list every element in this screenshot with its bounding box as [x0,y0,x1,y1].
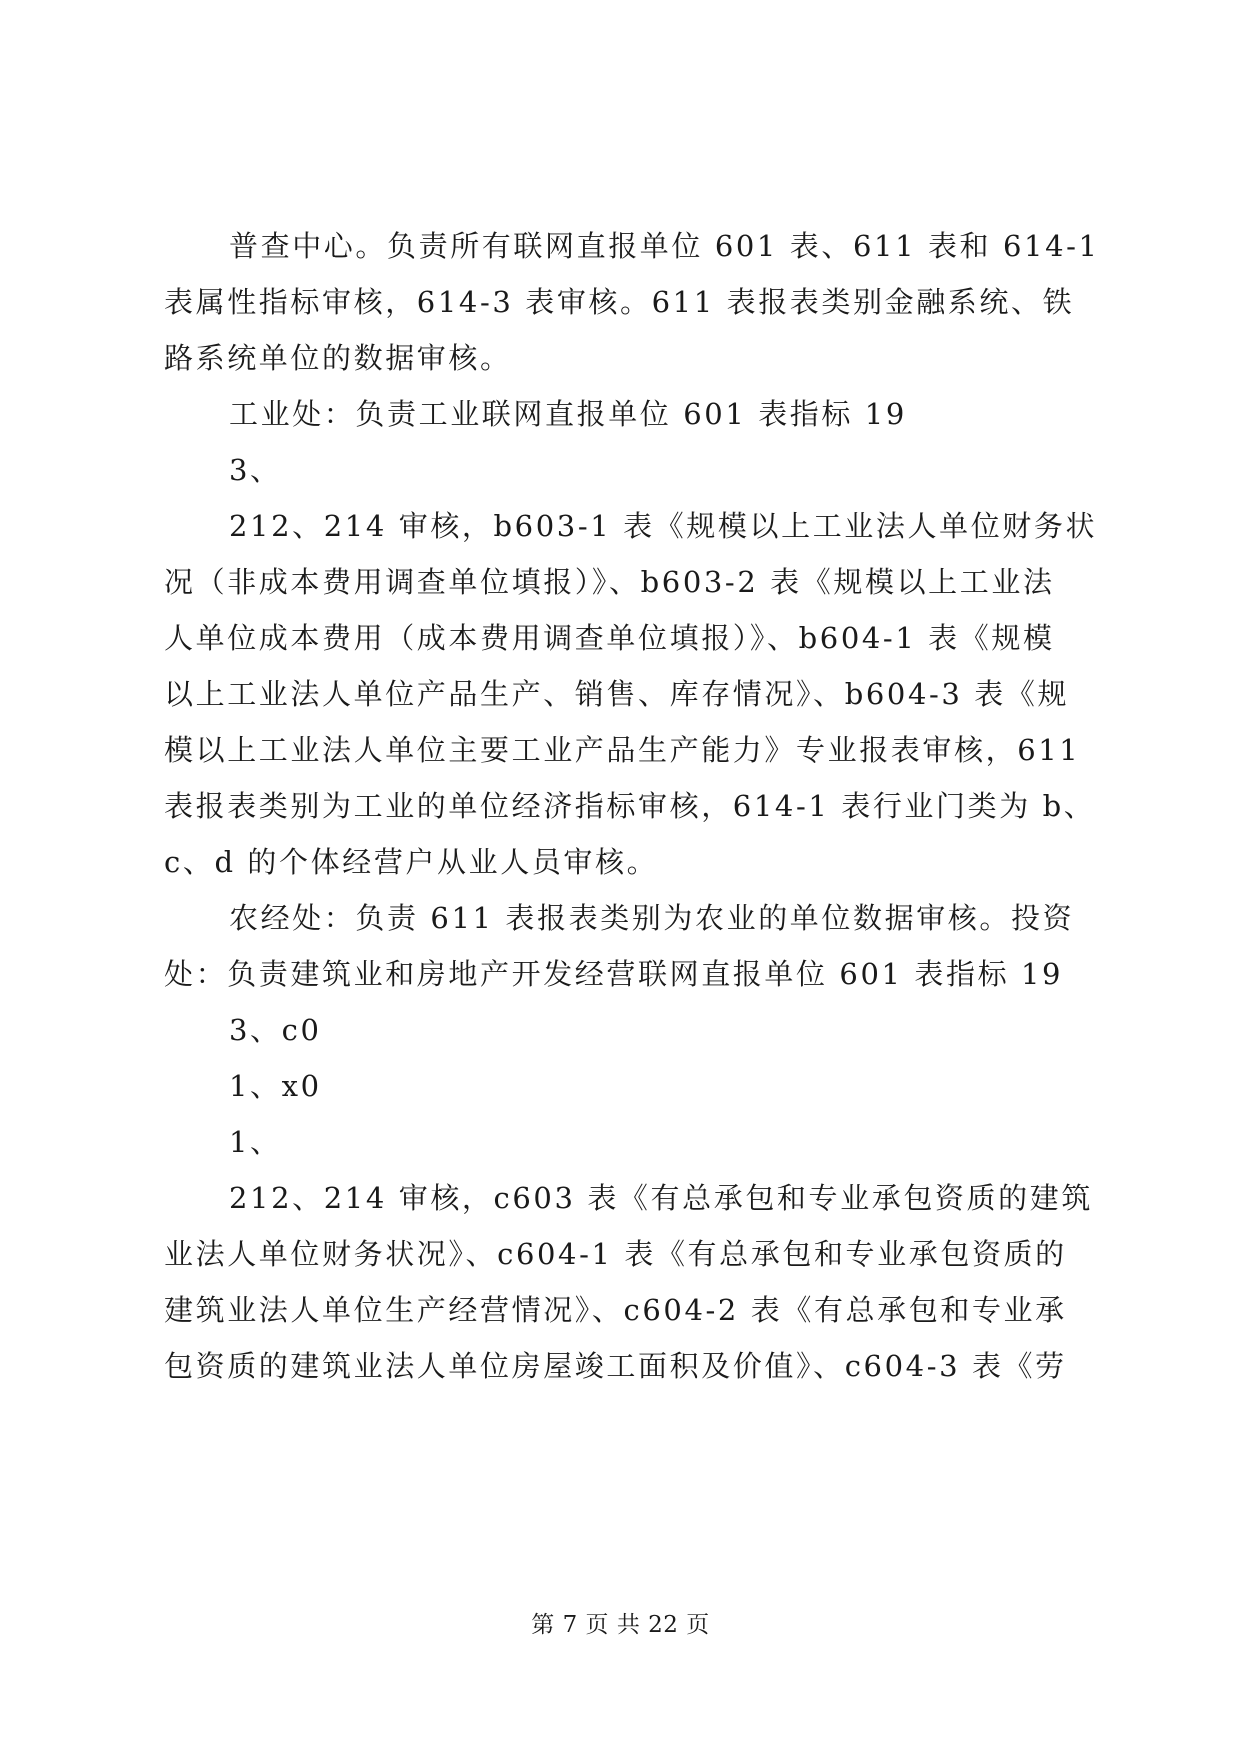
paragraph-line: 表属性指标审核，614-3 表审核。611 表报表类别金融系统、铁 [164,285,1075,319]
paragraph-line: 3、c0 [229,1013,322,1047]
paragraph-line: 3、 [229,453,282,487]
paragraph-line: 以上工业法人单位产品生产、销售、库存情况》、b604-3 表《规 [164,677,1070,711]
paragraph-line: c、d 的个体经营户从业人员审核。 [164,845,659,879]
paragraph-line: 业法人单位财务状况》、c604-1 表《有总承包和专业承包资质的 [164,1237,1067,1271]
paragraph-line: 212、214 审核，c603 表《有总承包和专业承包资质的建筑 [229,1181,1093,1215]
paragraph-line: 模以上工业法人单位主要工业产品生产能力》专业报表审核，611 [164,733,1081,767]
paragraph-line: 1、x0 [229,1069,322,1103]
page-number-footer: 第 7 页 共 22 页 [531,1612,710,1638]
paragraph-line: 1、 [229,1125,282,1159]
paragraph-line: 农经处：负责 611 表报表类别为农业的单位数据审核。投资 [229,901,1075,935]
paragraph-line: 工业处：负责工业联网直报单位 601 表指标 19 [229,397,907,431]
paragraph-line: 路系统单位的数据审核。 [164,341,512,375]
paragraph-line: 212、214 审核，b603-1 表《规模以上工业法人单位财务状 [229,509,1098,543]
paragraph-line: 建筑业法人单位生产经营情况》、c604-2 表《有总承包和专业承 [164,1293,1067,1327]
paragraph-line: 包资质的建筑业法人单位房屋竣工面积及价值》、c604-3 表《劳 [164,1349,1067,1383]
paragraph-line: 表报表类别为工业的单位经济指标审核，614-1 表行业门类为 b、 [164,789,1096,823]
paragraph-line: 人单位成本费用（成本费用调查单位填报）》、b604-1 表《规模 [164,621,1055,655]
paragraph-line: 况（非成本费用调查单位填报）》、b603-2 表《规模以上工业法 [164,565,1055,599]
paragraph-line: 普查中心。负责所有联网直报单位 601 表、611 表和 614-1 [229,229,1100,263]
paragraph-line: 处：负责建筑业和房地产开发经营联网直报单位 601 表指标 19 [164,957,1064,991]
